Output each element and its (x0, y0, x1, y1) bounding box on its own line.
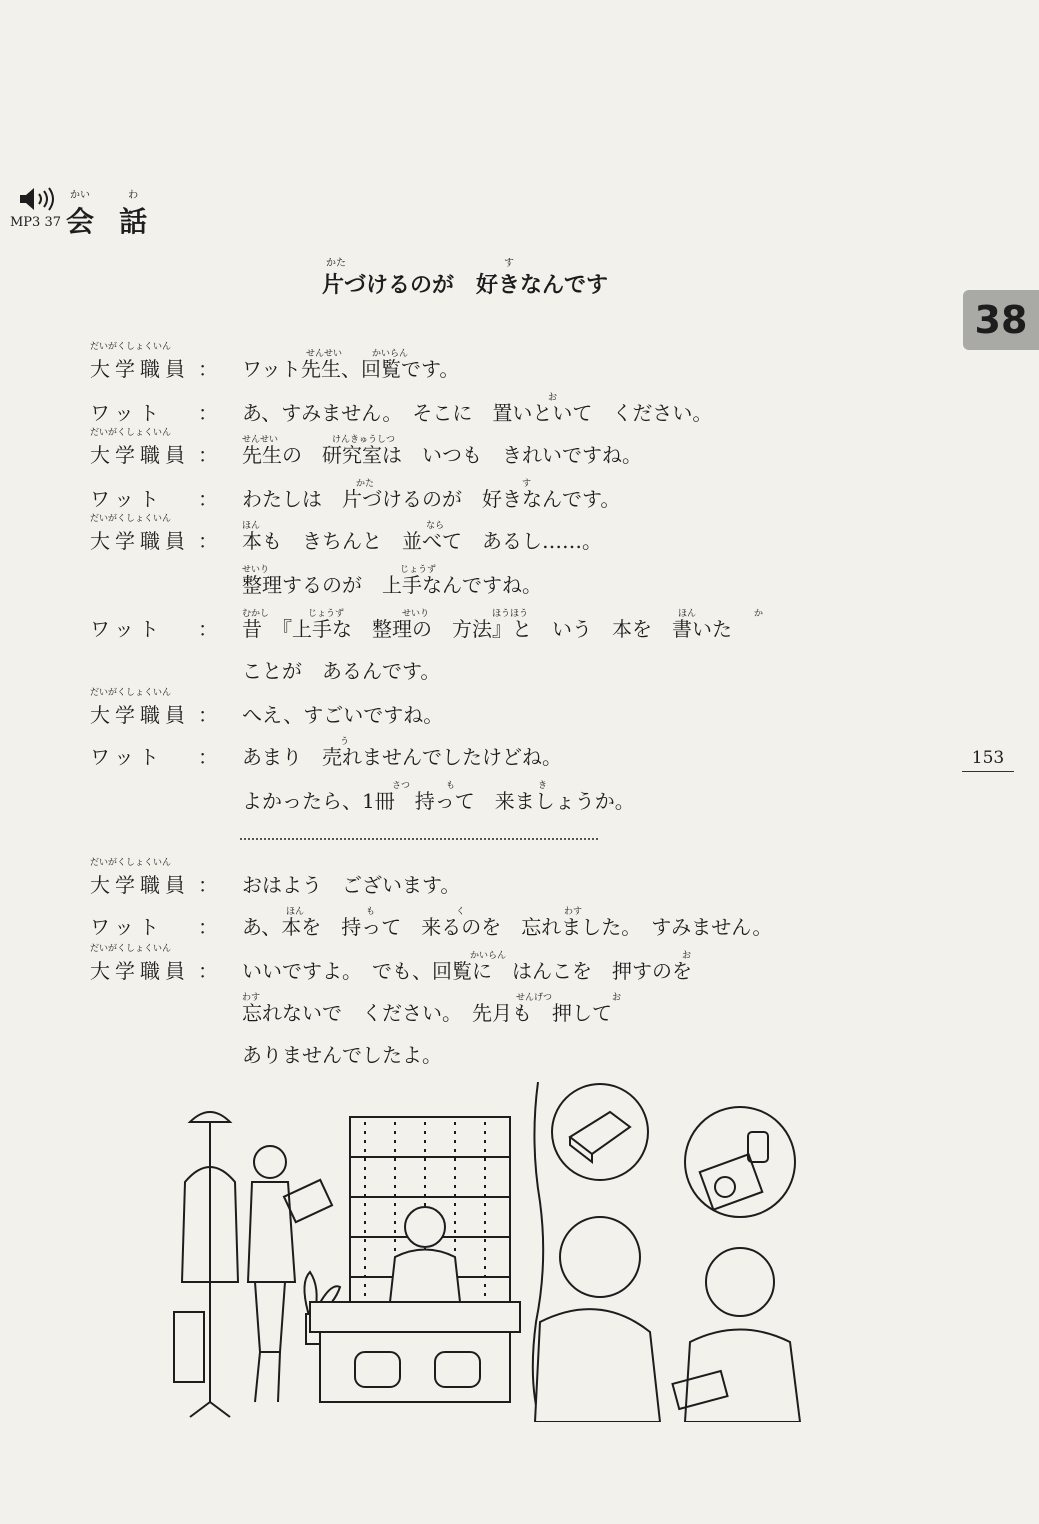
dialog-line (0, 642, 1039, 684)
section-title-furigana: わ (128, 190, 139, 201)
page-number: 153 (962, 748, 1014, 772)
speaker-colon: ： (198, 873, 218, 897)
utterance-text: いいですよ。 でも、回覧に はんこを 押すのを (242, 959, 692, 983)
dialog-line (0, 686, 1039, 728)
dialog-line (0, 898, 1039, 940)
furigana: か (754, 609, 764, 619)
furigana: ほうほう (492, 609, 529, 619)
dialog-line (0, 384, 1039, 426)
furigana: けんきゅうしつ (332, 435, 396, 445)
furigana: お (548, 393, 558, 403)
speaker-name-furigana: だいがくしょくいん (90, 514, 172, 524)
section-title-furigana: かい (70, 190, 90, 201)
dialog-title-furigana: かた (326, 258, 346, 269)
utterance-text: よかったら、1冊 持って 来ましょうか。 (242, 789, 635, 813)
furigana: く (456, 907, 466, 917)
utterance-text: ありませんでしたよ。 (242, 1043, 442, 1067)
furigana: も (446, 781, 456, 791)
utterance-text: わたしは 片づけるのが 好きなんです。 (242, 487, 621, 511)
furigana: ほん (678, 609, 697, 619)
section-title-char: かい 会 (66, 186, 94, 240)
speaker-colon: ： (198, 959, 218, 983)
speaker-name: 大学職員 だいがくしょくいん (90, 699, 190, 728)
speaker-name-furigana: だいがくしょくいん (90, 342, 172, 352)
dialog-line (0, 426, 1039, 468)
furigana: なら (426, 521, 445, 531)
speaker-name: 大学職員 だいがくしょくいん (90, 869, 190, 898)
furigana: う (340, 737, 350, 747)
furigana: さつ (392, 781, 411, 791)
dialog-line (0, 512, 1039, 554)
speaker-colon: ： (198, 529, 218, 553)
dialog-line (0, 856, 1039, 898)
speaker-colon: ： (198, 745, 218, 769)
audio-track-label: MP3 37 (10, 215, 62, 230)
watt-portrait-icon (535, 1217, 660, 1422)
stamp-thought-bubble-icon (685, 1107, 795, 1217)
utterance-text: ことが あるんです。 (242, 659, 441, 683)
utterance-text: あ、本を 持って 来るのを 忘れました。 すみません。 (242, 915, 773, 939)
speaker-name-furigana: だいがくしょくいん (90, 428, 172, 438)
utterance-text: 整理するのが 上手なんですね。 (242, 573, 542, 597)
section-title (66, 186, 167, 240)
furigana: お (682, 951, 692, 961)
book-thought-bubble-icon (552, 1084, 648, 1180)
furigana: せいり (402, 609, 430, 619)
furigana: じょうず (400, 565, 437, 575)
section-title-char: わ 話 (119, 186, 147, 240)
furigana: せんせい (242, 435, 279, 445)
dialog-line (0, 942, 1039, 984)
utterance-text: 昔 『上手な 整理の 方法』と いう 本を 書いた (242, 617, 732, 641)
furigana: ほん (242, 521, 261, 531)
dialog-line (0, 340, 1039, 382)
speaker-name: ワット (90, 401, 164, 425)
utterance-text: あ、すみません。 そこに 置いといて ください。 (242, 401, 713, 425)
furigana: も (366, 907, 376, 917)
speaker-icon (18, 185, 62, 213)
speaker-name: 大学職員 だいがくしょくいん (90, 353, 190, 382)
furigana: わす (564, 907, 583, 917)
speaker-name: 大学職員 だいがくしょくいん (90, 439, 190, 468)
speaker-name: ワット (90, 617, 164, 641)
utterance-text: 先生の 研究室は いつも きれいですね。 (242, 443, 642, 467)
furigana: せんせい (306, 349, 343, 359)
utterance-text: へえ、すごいですね。 (242, 703, 444, 727)
utterance-text: おはよう ございます。 (242, 873, 461, 897)
furigana: むかし (242, 609, 270, 619)
office-scene-illustration (160, 1082, 820, 1422)
utterance-text: ワット先生、回覧です。 (242, 357, 460, 381)
scene-divider (240, 838, 598, 840)
speaker-name: ワット (90, 915, 164, 939)
furigana: かいらん (372, 349, 409, 359)
chapter-number-badge: 38 (963, 290, 1039, 350)
speaker-colon: ： (198, 443, 218, 467)
speaker-name: ワット (90, 745, 164, 769)
dialog-line (0, 556, 1039, 598)
speaker-name-furigana: だいがくしょくいん (90, 858, 172, 868)
speaker-name: 大学職員 だいがくしょくいん (90, 955, 190, 984)
speaker-colon: ： (198, 703, 218, 727)
speaker-name: 大学職員 だいがくしょくいん (90, 525, 190, 554)
dialog-title-text: 片づけるのが 好きなんです (322, 273, 609, 298)
furigana: かた (356, 479, 375, 489)
staff-portrait-icon (672, 1248, 800, 1422)
utterance-text: あまり 売れませんでしたけどね。 (242, 745, 562, 769)
speaker-colon: ： (198, 915, 218, 939)
dialog-line (0, 470, 1039, 512)
dialog-line (0, 1026, 1039, 1068)
furigana: じょうず (308, 609, 345, 619)
watt-figure-icon (390, 1207, 460, 1302)
dialog-line (0, 600, 1039, 642)
speaker-colon: ： (198, 357, 218, 381)
furigana: お (612, 993, 622, 1003)
speaker-name-furigana: だいがくしょくいん (90, 944, 172, 954)
utterance-text: 本も きちんと 並べて あるし……。 (242, 529, 602, 553)
utterance-text: 忘れないで ください。 先月も 押して (242, 1001, 612, 1025)
furigana: す (522, 479, 532, 489)
dialog-line (0, 728, 1039, 770)
speaker-name-furigana: だいがくしょくいん (90, 688, 172, 698)
furigana: わす (242, 993, 261, 1003)
furigana: ほん (286, 907, 305, 917)
dialog-line (0, 984, 1039, 1026)
speaker-name: ワット (90, 487, 164, 511)
speaker-colon: ： (198, 617, 218, 641)
dialog-line (0, 772, 1039, 814)
coat-rack-icon (174, 1112, 238, 1417)
speaker-colon: ： (198, 487, 218, 511)
furigana: き (538, 781, 548, 791)
furigana: かいらん (470, 951, 507, 961)
furigana: せんげつ (516, 993, 553, 1003)
desk-icon (310, 1302, 520, 1402)
dialog-title-furigana: す (504, 258, 514, 269)
furigana: せいり (242, 565, 270, 575)
dialog-title (322, 256, 608, 299)
speaker-colon: ： (198, 401, 218, 425)
